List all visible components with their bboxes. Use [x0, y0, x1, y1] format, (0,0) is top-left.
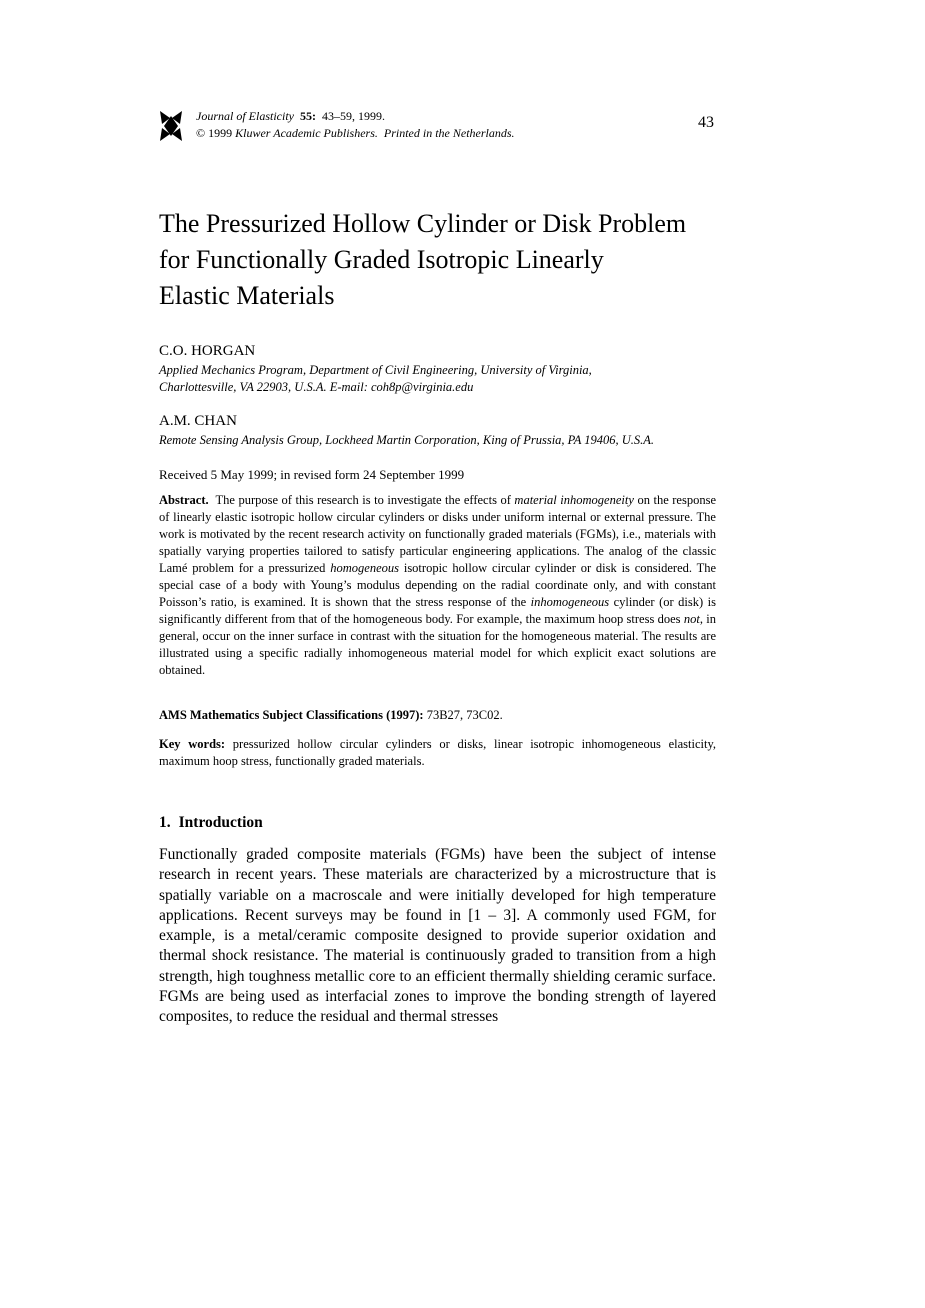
copyright-year: © 1999 — [196, 126, 233, 140]
ams-classification — [159, 707, 716, 724]
abstract-text: cylinder (or disk) is significantly different from that of the homogeneous body. For example, the maximum hoop stress does — [159, 595, 716, 626]
abstract-text: isotropic hollow circular cylinder or disk is considered. The special case of a body with Young’s modulus depending on the radial coordinate only, and with constant Poisson’s ratio, is examined. It is shown that the stress response of the — [159, 561, 717, 609]
journal-volume: 55: — [300, 109, 316, 123]
journal-pages-year: 43–59, 1999. — [322, 109, 385, 123]
publisher-name: Kluwer Academic Publishers. — [235, 126, 378, 140]
section-title: Introduction — [178, 814, 263, 831]
affiliation-line: Applied Mechanics Program, Department of Civil Engineering, University of Virginia, — [159, 363, 592, 377]
page-number: 43 — [698, 114, 714, 131]
section-heading — [159, 814, 263, 832]
section-number: 1. — [159, 814, 171, 831]
publisher-logo-icon — [158, 110, 184, 142]
journal-name: Journal of Elasticity — [196, 109, 294, 123]
abstract-text: The purpose of this research is to investigate the effects of — [215, 493, 511, 507]
abstract-emphasis: material inhomogeneity — [514, 493, 634, 507]
abstract-emphasis: inhomogeneous — [530, 595, 610, 609]
affiliation-line: Remote Sensing Analysis Group, Lockheed Martin Corporation, King of Prussia, PA 19406, U.S.A. — [159, 433, 655, 447]
keywords-label: Key words: — [159, 737, 226, 751]
printed-in: Printed in the Netherlands. — [383, 126, 515, 140]
title-line-2: for Functionally Graded Isotropic Linearly — [159, 245, 604, 274]
ams-value: 73B27, 73C02. — [426, 708, 503, 722]
affiliation-line: Charlottesville, VA 22903, U.S.A. E-mail: coh8p@virginia.edu — [159, 380, 474, 394]
abstract — [159, 492, 716, 679]
author-affiliation — [159, 432, 729, 449]
abstract-label: Abstract. — [159, 493, 209, 507]
received-dates: Received 5 May 1999; in revised form 24 September 1999 — [159, 467, 465, 482]
abstract-emphasis: homogeneous — [330, 561, 400, 575]
abstract-text: , in general, occur on the inner surface in contrast with the situation for the homogeneous material. The results are illustrated using a specific radially inhomogeneous material model for which explicit exact solutions are obtained. — [159, 612, 716, 677]
keywords-value: pressurized hollow circular cylinders or disks, linear isotropic inhomogeneous elasticity, maximum hoop stress, functionally graded materials. — [159, 737, 717, 768]
author-affiliation — [159, 362, 729, 396]
ams-label: AMS Mathematics Subject Classifications (1997): — [159, 708, 424, 722]
paper-title — [159, 206, 739, 314]
keywords — [159, 736, 716, 770]
author-name: A.M. CHAN — [159, 413, 237, 429]
title-line-3: Elastic Materials — [159, 281, 335, 310]
title-line-1: The Pressurized Hollow Cylinder or Disk Problem — [159, 209, 687, 238]
abstract-emphasis: not — [683, 612, 700, 626]
abstract-text: on the response of linearly elastic isotropic hollow circular cylinders or disks under uniform internal or external pressure. The work is motivated by the recent research activity on functionally graded materials (FGMs), i.e., materials with spatially varying properties tailored to satisfy particular engineering applications. The analog of the classic Lamé problem for a pressurized — [159, 493, 717, 575]
author-name: C.O. HORGAN — [159, 343, 256, 359]
journal-citation — [196, 108, 515, 142]
introduction-paragraph: Functionally graded composite materials (FGMs) have been the subject of intense research in recent years. These materials are characterized by a microstructure that is spatially variable on a macroscale and were initially developed for high temperature applications. Recent surveys may be found in [1 – 3]. A commonly used FGM, for example, is a metal/ceramic composite designed to provide superior oxidation and thermal shock resistance. The material is continuously graded to transition from a high strength, high toughness metallic core to an efficient thermally shielding ceramic surface. FGMs are being used as interfacial zones to improve the bonding strength of layered composites, to reduce the residual and thermal stresses — [159, 846, 716, 1026]
